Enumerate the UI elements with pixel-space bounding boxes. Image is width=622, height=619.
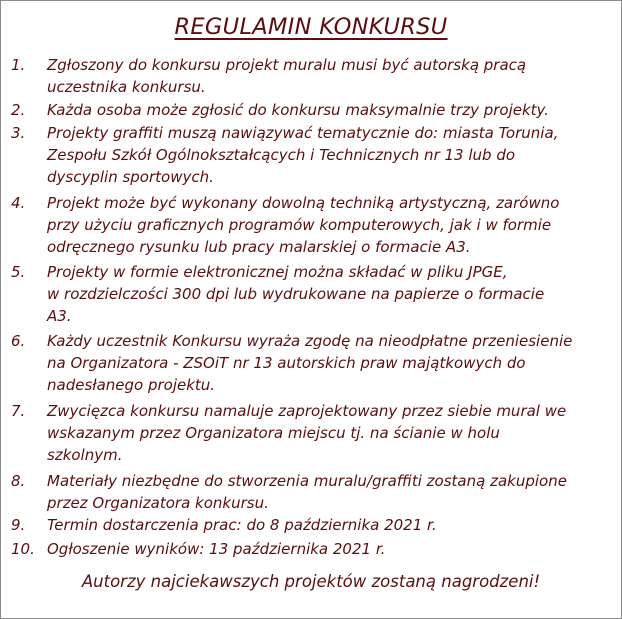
rule-number: 7. [11, 402, 26, 420]
rule-text: Ogłoszenie wyników: 13 października 2021 r. [47, 540, 386, 558]
rule-number: 3. [11, 124, 26, 142]
rule-text: Projekt może być wykonany dowolną techniką artystyczną, zarówno przy użyciu graficznych programów komputerowych, jak i w formie odręcznego rysunku lub pracy malarskiej o formacie A3. [47, 194, 560, 256]
rule-number: 6. [11, 332, 26, 350]
rule-text: Zwycięzca konkursu namaluje zaprojektowany przez siebie mural we wskazanym przez Organizatora miejscu tj. na ścianie w holu szkolnym. [47, 402, 567, 464]
rule-text: Projekty w formie elektronicznej można składać w pliku JPGE, w rozdzielczości 300 dpi lub wydrukowane na papierze o formacie A3. [47, 263, 545, 325]
rule-text: Projekty graffiti muszą nawiązywać tematycznie do: miasta Torunia, Zespołu Szkół Ogólnokształcących i Technicznych nr 13 lub do dyscyplin sportowych. [47, 124, 559, 186]
rule-number: 9. [11, 516, 26, 534]
rule-number: 8. [11, 472, 26, 490]
rule-text: Każda osoba może zgłosić do konkursu maksymalnie trzy projekty. [47, 101, 550, 119]
rule-text: Zgłoszony do konkursu projekt muralu musi być autorską pracą uczestnika konkursu. [47, 56, 527, 96]
rule-number: 5. [11, 263, 26, 281]
rule-number: 1. [11, 56, 26, 74]
rule-text: Każdy uczestnik Konkursu wyraża zgodę na nieodpłatne przeniesienie na Organizatora - ZSOiT nr 13 autorskich praw majątkowych do nadesłanego projektu. [47, 332, 573, 394]
rule-number: 10. [11, 540, 35, 558]
footer-note: Autorzy najciekawszych projektów zostaną nagrodzeni! [81, 572, 541, 591]
rule-text: Termin dostarczenia prac: do 8 października 2021 r. [47, 516, 437, 534]
rule-number: 2. [11, 101, 26, 119]
rule-text: Materiały niezbędne do stworzenia muralu/graffiti zostaną zakupione przez Organizatora konkursu. [47, 472, 567, 512]
page-title: REGULAMIN KONKURSU [174, 14, 448, 40]
rule-number: 4. [11, 194, 26, 212]
